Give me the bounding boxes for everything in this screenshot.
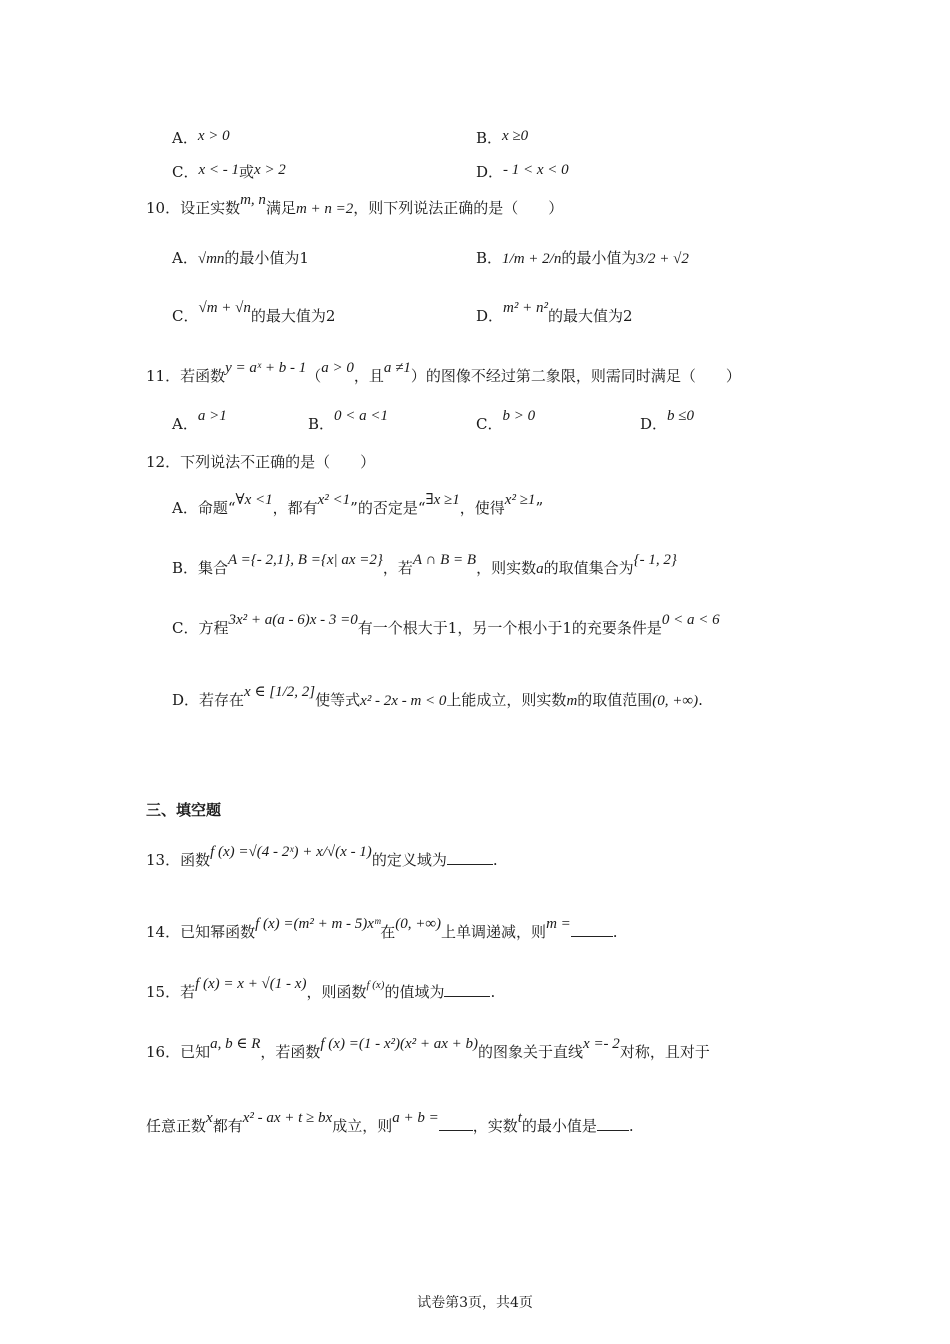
q11-option-a: A．a >1 [172,408,227,433]
q9-option-a: A．x > 0 [172,128,230,147]
q12-option-b: B．集合A ={- 2,1}, B ={x| ax =2}，若A ∩ B = B，则实数a的取值集合为{- 1, 2} [172,552,677,577]
q15: 15．若f (x) = x + √(1 - x)，则函数$^{f (x)}$的值域为 . [146,976,496,1001]
q12-stem: 12．下列说法不正确的是（ ） [146,453,376,471]
q11-option-d: D．b ≤0 [640,408,695,433]
q12-option-d: D．若存在x ∈ [1/2, 2]使等式x² - 2x - m < 0上能成立，则实数m的取值范围(0, +∞). [172,684,703,709]
answer-blank [439,1116,473,1131]
q12-option-c: C．方程3x² + a(a - 6)x - 3 =0有一个根大于1，另一个根小于1的充要条件是0 < a < 6 [172,612,720,637]
q10-option-d: D．m² + n²的最大值为2 [476,300,633,325]
q9-option-b: B．x ≥0 [476,128,529,147]
answer-blank [597,1116,629,1131]
q11-option-c: C．b > 0 [476,408,536,433]
q10-option-a: A．√mn的最小值为1 [172,249,309,267]
section-title-fill-in: 三、填空题 [146,801,222,819]
q13: 13．函数f (x) =√(4 - 2ˣ) + x/√(x - 1)的定义域为 . [146,844,498,869]
q10-stem: 10．设正实数m, n满足m + n =2，则下列说法正确的是（ ） [146,192,564,217]
q9-option-c: C．x < - 1或x > 2 [172,162,286,181]
answer-blank [447,850,493,865]
q16-line2: 任意正数x都有x² - ax + t ≥ bx成立，则a + b = ，实数t的最小值是 . [146,1110,634,1135]
q10-option-b: B．1/m + 2/n的最小值为3/2 + √2 [476,249,689,267]
q14: 14．已知幂函数f (x) =(m² + m - 5)xᵐ在(0, +∞)上单调递减，则m = . [146,916,618,941]
answer-blank [444,982,490,997]
q10-option-c: C．√m + √n的最大值为2 [172,300,336,325]
q12-option-a: A．命题“∀x <1，都有x² <1”的否定是“∃x ≥1，使得x² ≥1” [172,492,544,517]
q11-option-b: B．0 < a <1 [308,408,389,433]
q11-stem: 11．若函数y = aˣ + b - 1（a > 0，且a ≠1）的图像不经过第二象限，则需同时满足（ ） [146,360,741,385]
q16-line1: 16．已知a, b ∈ R，若函数f (x) =(1 - x²)(x² + ax + b)的图象关于直线x =- 2对称，且对于 [146,1036,710,1061]
answer-blank [571,922,613,937]
page-footer: 试卷第3页，共4页 [417,1295,533,1311]
q9-option-d: D．- 1 < x < 0 [476,162,569,181]
